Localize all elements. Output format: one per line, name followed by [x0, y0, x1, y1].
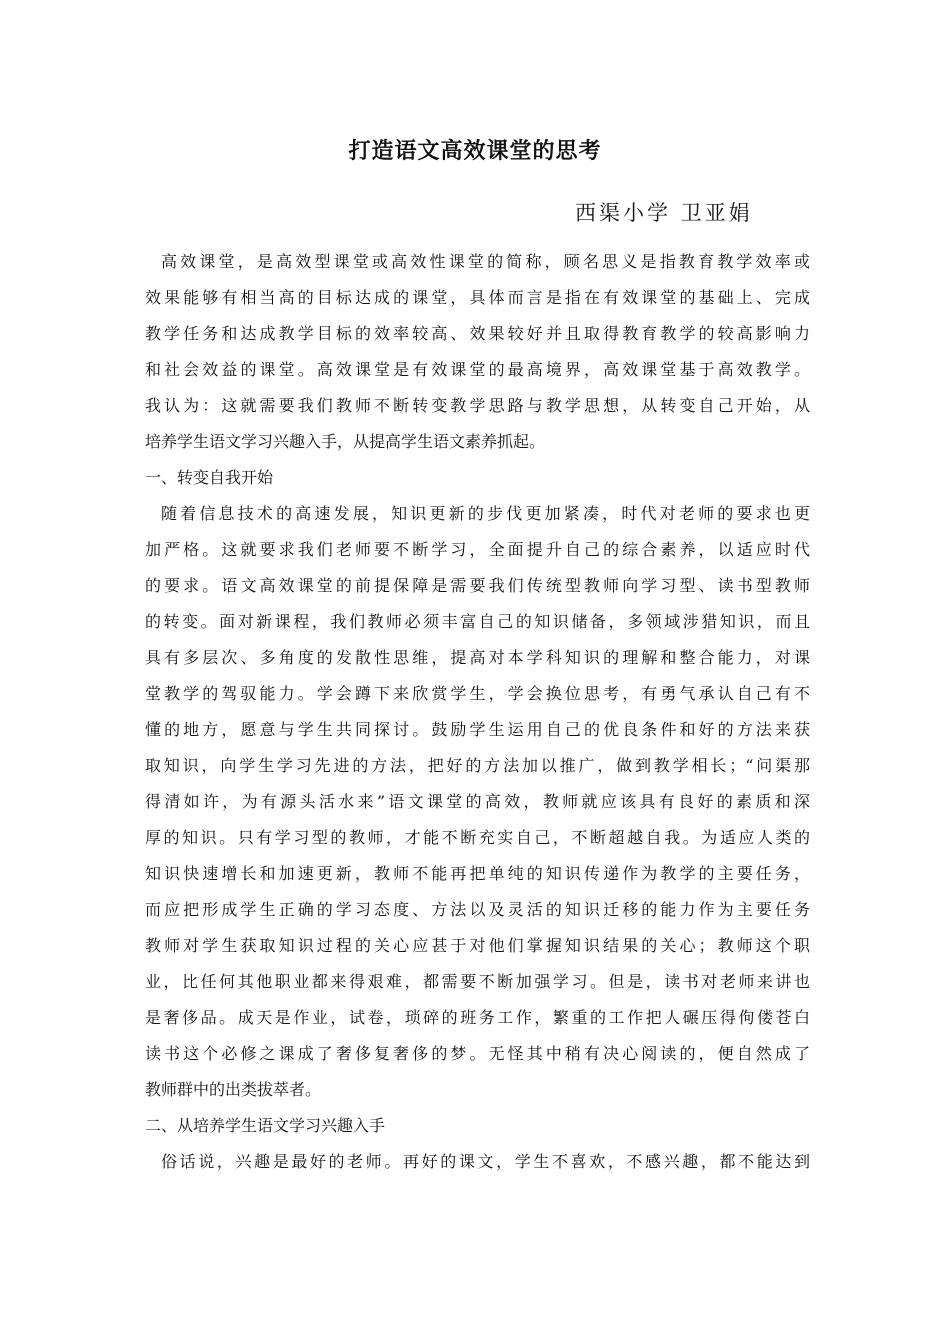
paragraph-line: 效果能够有相当高的目标达成的课堂，具体而言是指在有效课堂的基础上、完成 — [145, 288, 810, 307]
paragraph-line: 教师群中的出类拔萃者。 — [145, 1080, 322, 1099]
paragraph-line: 得清如许，为有源头活水来”语文课堂的高效，教师就应该具有良好的素质和深 — [145, 792, 810, 811]
paragraph-line: 业，比任何其他职业都来得艰难，都需要不断加强学习。但是，读书对老师来讲也 — [145, 972, 810, 991]
section-heading: 一、转变自我开始 — [145, 468, 274, 487]
paragraph-line: 教师对学生获取知识过程的关心应甚于对他们掌握知识结果的关心；教师这个职 — [145, 936, 810, 955]
section-heading: 二、从培养学生语文学习兴趣入手 — [145, 1116, 386, 1135]
paragraph-line: 和社会效益的课堂。高效课堂是有效课堂的最高境界，高效课堂基于高效教学。 — [145, 360, 810, 379]
document-title: 打造语文高效课堂的思考 — [348, 138, 602, 164]
paragraph-line: 堂教学的驾驭能力。学会蹲下来欣赏学生，学会换位思考，有勇气承认自己有不 — [145, 684, 810, 703]
paragraph-line: 知识快速增长和加速更新，教师不能再把单纯的知识传递作为教学的主要任务， — [145, 864, 810, 883]
paragraph-line: 的要求。语文高效课堂的前提保障是需要我们传统型教师向学习型、读书型教师 — [145, 576, 810, 595]
paragraph-line: 教学任务和达成教学目标的效率较高、效果较好并且取得教育教学的较高影响力 — [145, 324, 810, 343]
paragraph-line: 培养学生语文学习兴趣入手，从提高学生语文素养抓起。 — [145, 432, 546, 451]
paragraph-line: 取知识，向学生学习先进的方法，把好的方法加以推广，做到教学相长；“问渠那 — [145, 756, 810, 775]
paragraph-line: 懂的地方，愿意与学生共同探讨。鼓励学生运用自己的优良条件和好的方法来获 — [145, 720, 810, 739]
paragraph-line: 读书这个必修之课成了奢侈复奢侈的梦。无怪其中稍有决心阅读的，便自然成了 — [145, 1044, 810, 1063]
paragraph-line: 而应把形成学生正确的学习态度、方法以及灵活的知识迁移的能力作为主要任务 — [145, 900, 810, 919]
paragraph-line: 具有多层次、多角度的发散性思维，提高对本学科知识的理解和整合能力，对课 — [145, 648, 810, 667]
paragraph-line: 的转变。面对新课程，我们教师必须丰富自己的知识储备，多领域涉猎知识，而且 — [145, 612, 810, 631]
paragraph-line: 俗话说，兴趣是最好的老师。再好的课文，学生不喜欢，不感兴趣，都不能达到 — [161, 1152, 810, 1171]
paragraph-line: 是奢侈品。成天是作业，试卷，琐碎的班务工作，繁重的工作把人碾压得佝偻苍白 — [145, 1008, 810, 1027]
document-author: 西渠小学 卫亚娟 — [575, 201, 753, 225]
paragraph-line: 我认为：这就需要我们教师不断转变教学思路与教学思想，从转变自己开始，从 — [145, 396, 810, 415]
document-body — [145, 244, 810, 1180]
paragraph-line: 高效课堂，是高效型课堂或高效性课堂的简称，顾名思义是指教育教学效率或 — [161, 252, 810, 271]
paragraph-line: 随着信息技术的高速发展，知识更新的步伐更加紧凑，时代对老师的要求也更 — [161, 504, 810, 523]
paragraph-line: 厚的知识。只有学习型的教师，才能不断充实自己，不断超越自我。为适应人类的 — [145, 828, 810, 847]
paragraph-line: 加严格。这就要求我们老师要不断学习，全面提升自己的综合素养，以适应时代 — [145, 540, 810, 559]
